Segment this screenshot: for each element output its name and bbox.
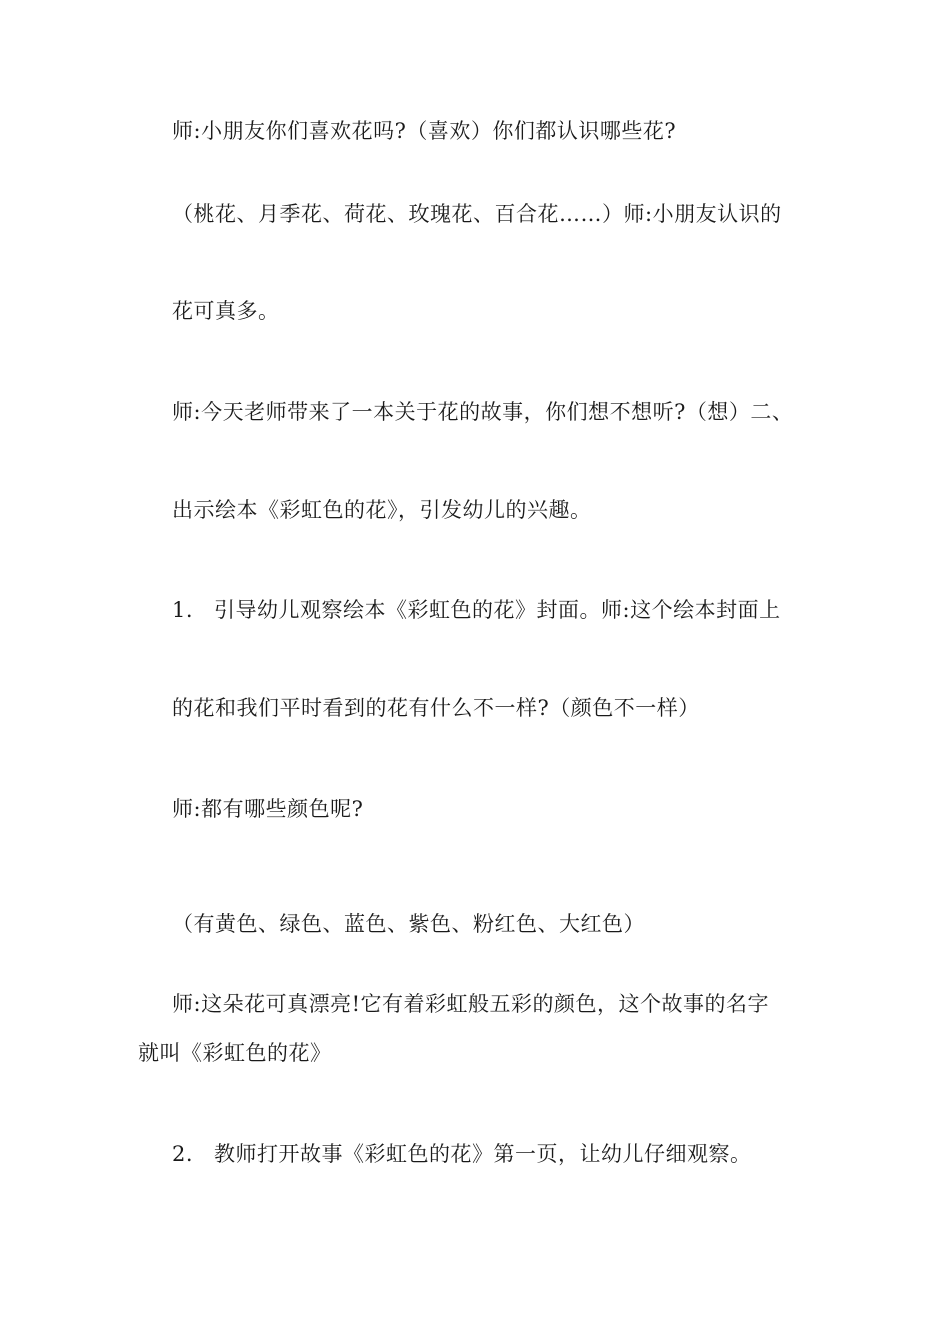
paragraph-line-4: 师:今天老师带来了一本关于花的故事，你们想不想听?（想）二、 <box>172 400 794 424</box>
paragraph-line-2: （桃花、月季花、荷花、玫瑰花、百合花……）师:小朋友认识的 <box>172 202 782 226</box>
paragraph-line-5: 出示绘本《彩虹色的花》，引发幼儿的兴趣。 <box>172 498 592 522</box>
list-item-2 <box>172 1141 752 1167</box>
list-item-text: 引导幼儿观察绘本《彩虹色的花》封面。师:这个绘本封面上 <box>214 598 781 622</box>
paragraph-line-8: 师:都有哪些颜色呢? <box>172 797 364 821</box>
list-item-number: 1. <box>172 598 194 622</box>
paragraph-line-1: 师:小朋友你们喜欢花吗?（喜欢）你们都认识哪些花? <box>172 119 677 143</box>
paragraph-line-7: 的花和我们平时看到的花有什么不一样?（颜色不一样） <box>172 696 700 720</box>
list-item-1 <box>172 597 781 623</box>
paragraph-line-11: 就叫《彩虹色的花》 <box>138 1041 332 1065</box>
list-item-text: 教师打开故事《彩虹色的花》第一页，让幼儿仔细观察。 <box>214 1142 752 1166</box>
paragraph-line-10: 师:这朵花可真漂亮!它有着彩虹般五彩的颜色，这个故事的名字 <box>172 992 770 1016</box>
paragraph-line-9: （有黄色、绿色、蓝色、紫色、粉红色、大红色） <box>172 912 645 936</box>
paragraph-line-3: 花可真多。 <box>172 299 280 323</box>
list-item-number: 2. <box>172 1142 194 1166</box>
